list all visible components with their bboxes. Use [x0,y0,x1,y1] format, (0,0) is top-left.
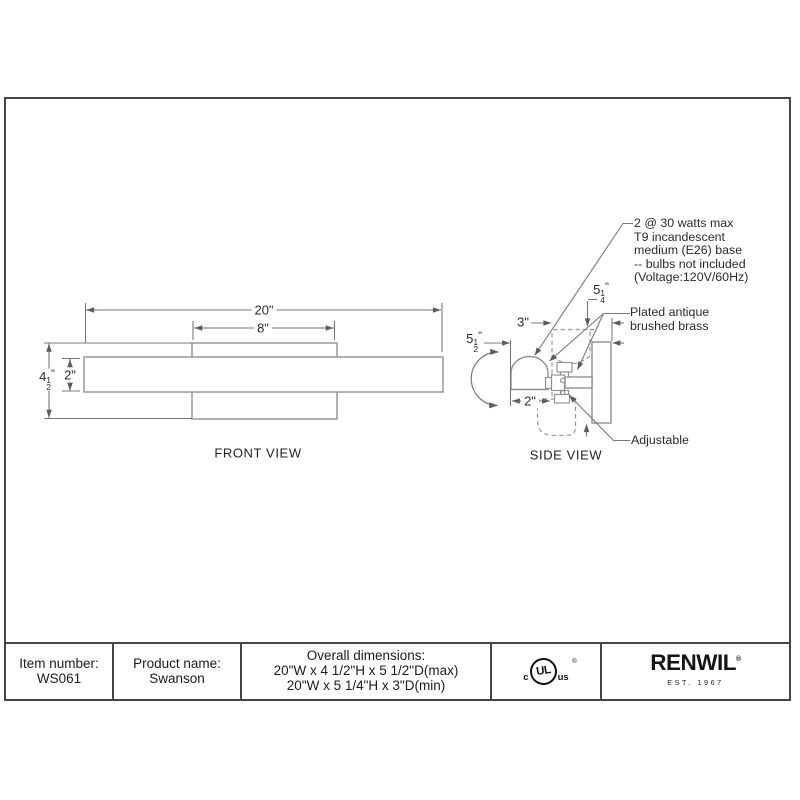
front-view-title: FRONT VIEW [214,445,302,461]
ul-logo [522,658,577,685]
side-arm [565,377,592,388]
ul-certification-cell [492,644,602,699]
side-view-title: SIDE VIEW [529,447,603,463]
dim-shade-width: 2" [521,394,539,409]
product-name-cell [114,644,242,699]
product-name-value: Swanson [149,670,205,686]
dim-min-depth: 3" [517,314,529,330]
dim-bar-height: 2" [61,368,79,383]
overall-dimensions-cell [242,644,492,699]
ul-c-label: c [523,672,529,683]
dimensions-max: 20"W x 4 1/2"H x 5 1/2"D(max) [273,663,459,679]
shade-rotated-down-outline [538,399,576,436]
brand-logo [650,649,741,675]
item-number-label: Item number: [19,655,99,671]
ul-us-label: us [557,672,569,683]
item-number-cell [6,644,114,699]
side-view-solid [511,342,611,423]
dim-front-width: 20" [251,303,276,318]
brand-tagline: EST. 1967 [667,677,724,687]
ul-circle-icon: UL [528,656,558,686]
dimensions-min: 20"W x 5 1/4"H x 3"D(min) [286,677,446,693]
bulb-note: 2 @ 30 watts max T9 incandescent medium (E26) base -- bulbs not included (Voltage:120V/60Hz) [634,216,749,284]
product-name-label: Product name: [133,655,221,671]
brand-cell [602,644,789,699]
dim-plate-height: 5 1 4 " [593,280,609,305]
overall-dimensions-label: Overall dimensions: [306,648,426,664]
front-view-drawing [84,343,443,419]
adjustable-label: Adjustable [631,433,689,447]
finish-note: Plated antique brushed brass [630,305,710,333]
side-shade-dome [511,357,548,390]
leader-lines [535,224,633,441]
bulb-note-leader [535,224,633,356]
brand-registered-mark: ® [736,655,741,663]
dim-total-height: 4 1 2 " [36,369,58,391]
side-wallplate [592,342,611,423]
front-bar [84,357,443,392]
item-number-value: WS061 [36,670,82,686]
title-block [4,642,791,701]
ul-registered-mark: ® [572,659,577,665]
finish-leader-shade [550,314,631,362]
dim-max-depth: 5 1 2 " [466,329,482,354]
rotation-arrow [471,352,498,406]
brand-name: RENWIL® [650,649,741,675]
dim-plate-width: 8" [254,321,272,336]
